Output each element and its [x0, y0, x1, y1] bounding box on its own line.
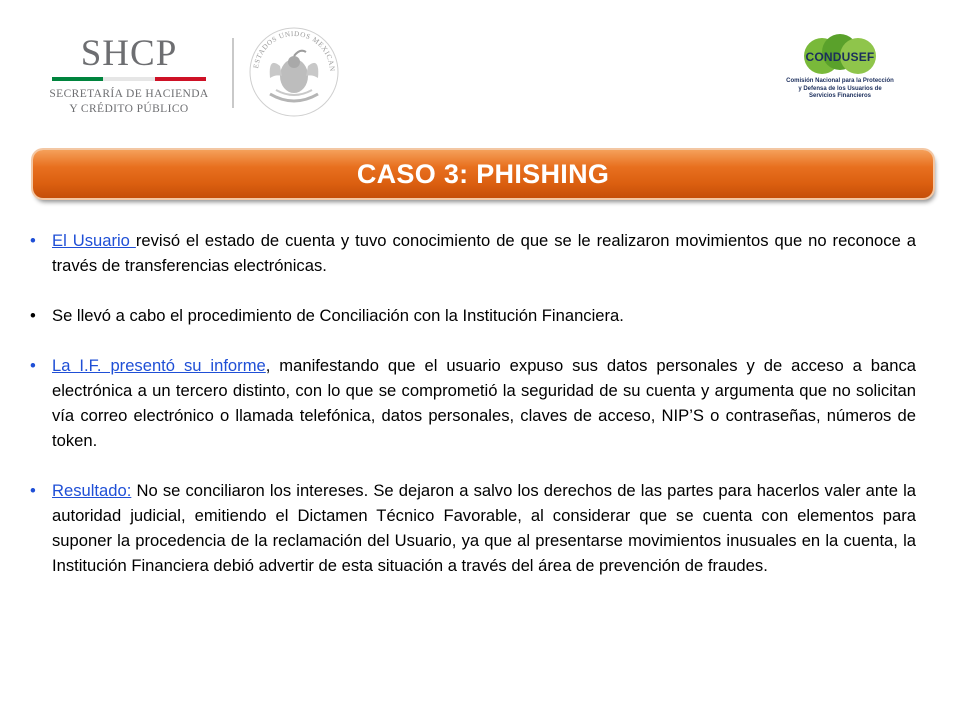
condusef-sub-line3: Servicios Financieros [808, 93, 872, 99]
condusef-name: CONDUSEF [805, 50, 875, 64]
condusef-sub-line2: y Defensa de los Usuarios de [798, 85, 882, 92]
link-resultado[interactable]: Resultado: [52, 481, 132, 500]
page-title: CASO 3: PHISHING [356, 159, 610, 189]
condusef-sub-line1: Comisión Nacional para la Protección [786, 78, 894, 84]
title-banner [33, 150, 933, 198]
seal-caption: ESTADOS UNIDOS MEXICAN [252, 29, 337, 73]
bullet-text: , manifestando que el usuario expuso sus datos personales y de acceso a banca electrónica a un tercero distinto, con lo que se comprometió la seguridad de su cuenta y argumenta que no solicitan vía correo electrónico o llamada telefónica, datos personales, claves de acceso, NIP’S o contraseñas, números de token. [52, 356, 916, 450]
bullet-user-review [30, 228, 916, 278]
bullet-text: No se conciliaron los intereses. Se dejaron a salvo los derechos de las partes para hacerlos valer ante la autoridad judicial, emitiendo el Dictamen Técnico Favorable, al considerar que se cuenta con elementos para suponer la procedencia de la reclamación del Usuario, ya que al presentarse movimientos inusuales en la cuenta, la Institución Financiera debió advertir de esta situación a través del área de prevención de fraudes. [52, 481, 916, 575]
bullet-result [30, 478, 916, 578]
link-el-usuario[interactable]: El Usuario [52, 231, 136, 250]
shcp-logo [48, 34, 210, 117]
bullet-conciliation [30, 303, 916, 328]
bullet-text: Se llevó a cabo el procedimiento de Conciliación con la Institución Financiera. [52, 306, 624, 325]
case-bullets [30, 228, 916, 603]
shcp-line1: SECRETARÍA DE HACIENDA [49, 88, 209, 100]
shcp-line2: Y CRÉDITO PÚBLICO [69, 103, 189, 115]
shcp-acronym: SHCP [80, 33, 178, 74]
bullet-if-report [30, 353, 916, 453]
logo-divider [232, 38, 234, 108]
bullet-text: revisó el estado de cuenta y tuvo conocimiento de que se le realizaron movimientos que no reconoce a través de transferencias electrónicas. [52, 231, 916, 275]
shcp-tricolor-rule [52, 77, 206, 81]
mexican-seal-icon [248, 26, 340, 123]
link-if-informe[interactable]: La I.F. presentó su informe [52, 356, 266, 375]
condusef-logo [760, 34, 920, 99]
condusef-subtitle [768, 78, 912, 101]
